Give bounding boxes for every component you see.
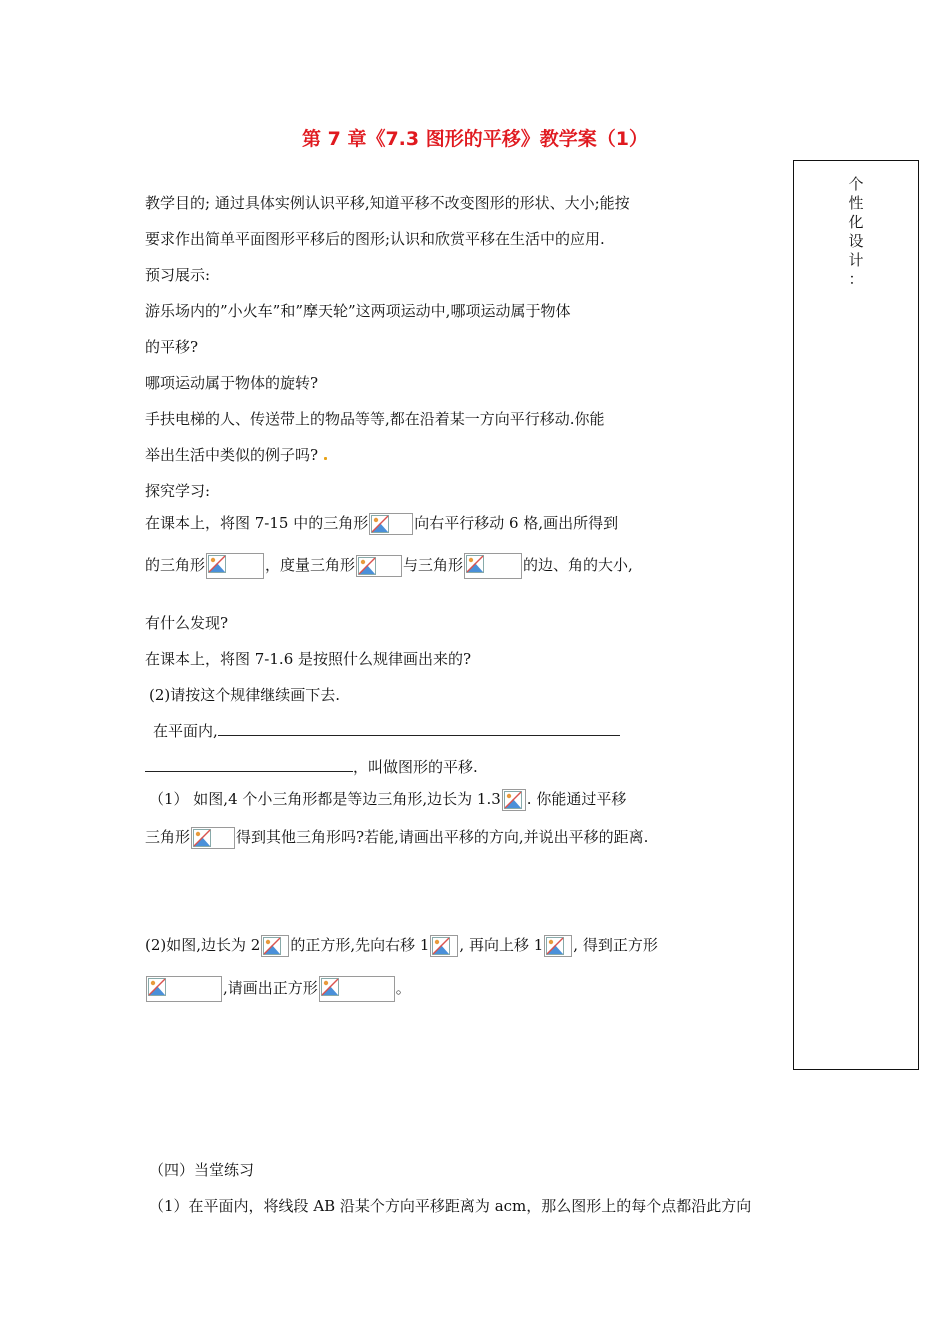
- image-icon: [544, 935, 572, 957]
- problem1-line-1: （1） 如图,4 个小三角形都是等边三角形,边长为 1.3 . 你能通过平移: [149, 788, 626, 811]
- explore-line-5: (2)请按这个规律继续画下去.: [149, 686, 341, 704]
- practice-line-1: （1）在平面内，将线段 AB 沿某个方向平移距离为 acm，那么图形上的每个点都沿此方向: [149, 1197, 752, 1215]
- square-image-icon: [319, 976, 395, 1002]
- personalized-design-box: [793, 160, 919, 1070]
- problem2-line-2: ,请画出正方形 。: [145, 976, 411, 1002]
- explore-heading: 探究学习:: [145, 482, 211, 500]
- problem1-line-2: 三角形 得到其他三角形吗?若能,请画出平移的方向,并说出平移的距离.: [145, 826, 648, 849]
- explore-line-3: 有什么发现?: [145, 614, 229, 632]
- explore-line-2: 的三角形 ，度量三角形 与三角形 的边、角的大小,: [145, 553, 633, 579]
- personalized-design-label: 个 性 化 设 计 ：: [848, 175, 864, 288]
- question-line-5: 举出生活中类似的例子吗?: [145, 444, 328, 465]
- triangle-image-icon: [356, 555, 402, 577]
- page-title: 第 7 章《7.3 图形的平移》教学案（1）: [302, 128, 648, 150]
- triangle-image-icon: [369, 513, 413, 535]
- explore-line-4: 在课本上，将图 7-1.6 是按照什么规律画出来的?: [145, 650, 472, 668]
- question-line-1: 游乐场内的”小火车”和”摩天轮”这两项运动中,哪项运动属于物体: [145, 302, 571, 320]
- objective-line-2: 要求作出简单平面图形平移后的图形;认识和欣赏平移在生活中的应用.: [145, 230, 605, 248]
- image-icon: [261, 935, 289, 957]
- image-icon: [502, 789, 526, 811]
- preview-heading: 预习展示:: [145, 266, 211, 284]
- practice-heading: （四）当堂练习: [149, 1161, 255, 1179]
- image-icon: [430, 935, 458, 957]
- question-line-3: 哪项运动属于物体的旋转?: [145, 374, 319, 392]
- objective-line-1: 教学目的; 通过具体实例认识平移,知道平移不改变图形的形状、大小;能按: [145, 194, 630, 212]
- square-image-icon: [146, 976, 222, 1002]
- triangle-image-icon: [206, 553, 264, 579]
- explore-line-1: 在课本上，将图 7-15 中的三角形 向右平行移动 6 格,画出所得到: [145, 512, 618, 535]
- definition-line-2: ，叫做图形的平移.: [145, 756, 478, 777]
- fill-blank[interactable]: [218, 721, 620, 736]
- triangle-image-icon: [464, 553, 522, 579]
- problem2-line-1: (2)如图,边长为 2 的正方形,先向右移 1 , 再向上移 1 , 得到正方形: [145, 934, 658, 957]
- question-line-2: 的平移?: [145, 338, 199, 356]
- definition-line-1: 在平面内,: [153, 720, 620, 741]
- fill-blank[interactable]: [145, 757, 353, 772]
- triangle-image-icon: [191, 827, 235, 849]
- question-line-4: 手扶电梯的人、传送带上的物品等等,都在沿着某一方向平行移动.你能: [145, 410, 605, 428]
